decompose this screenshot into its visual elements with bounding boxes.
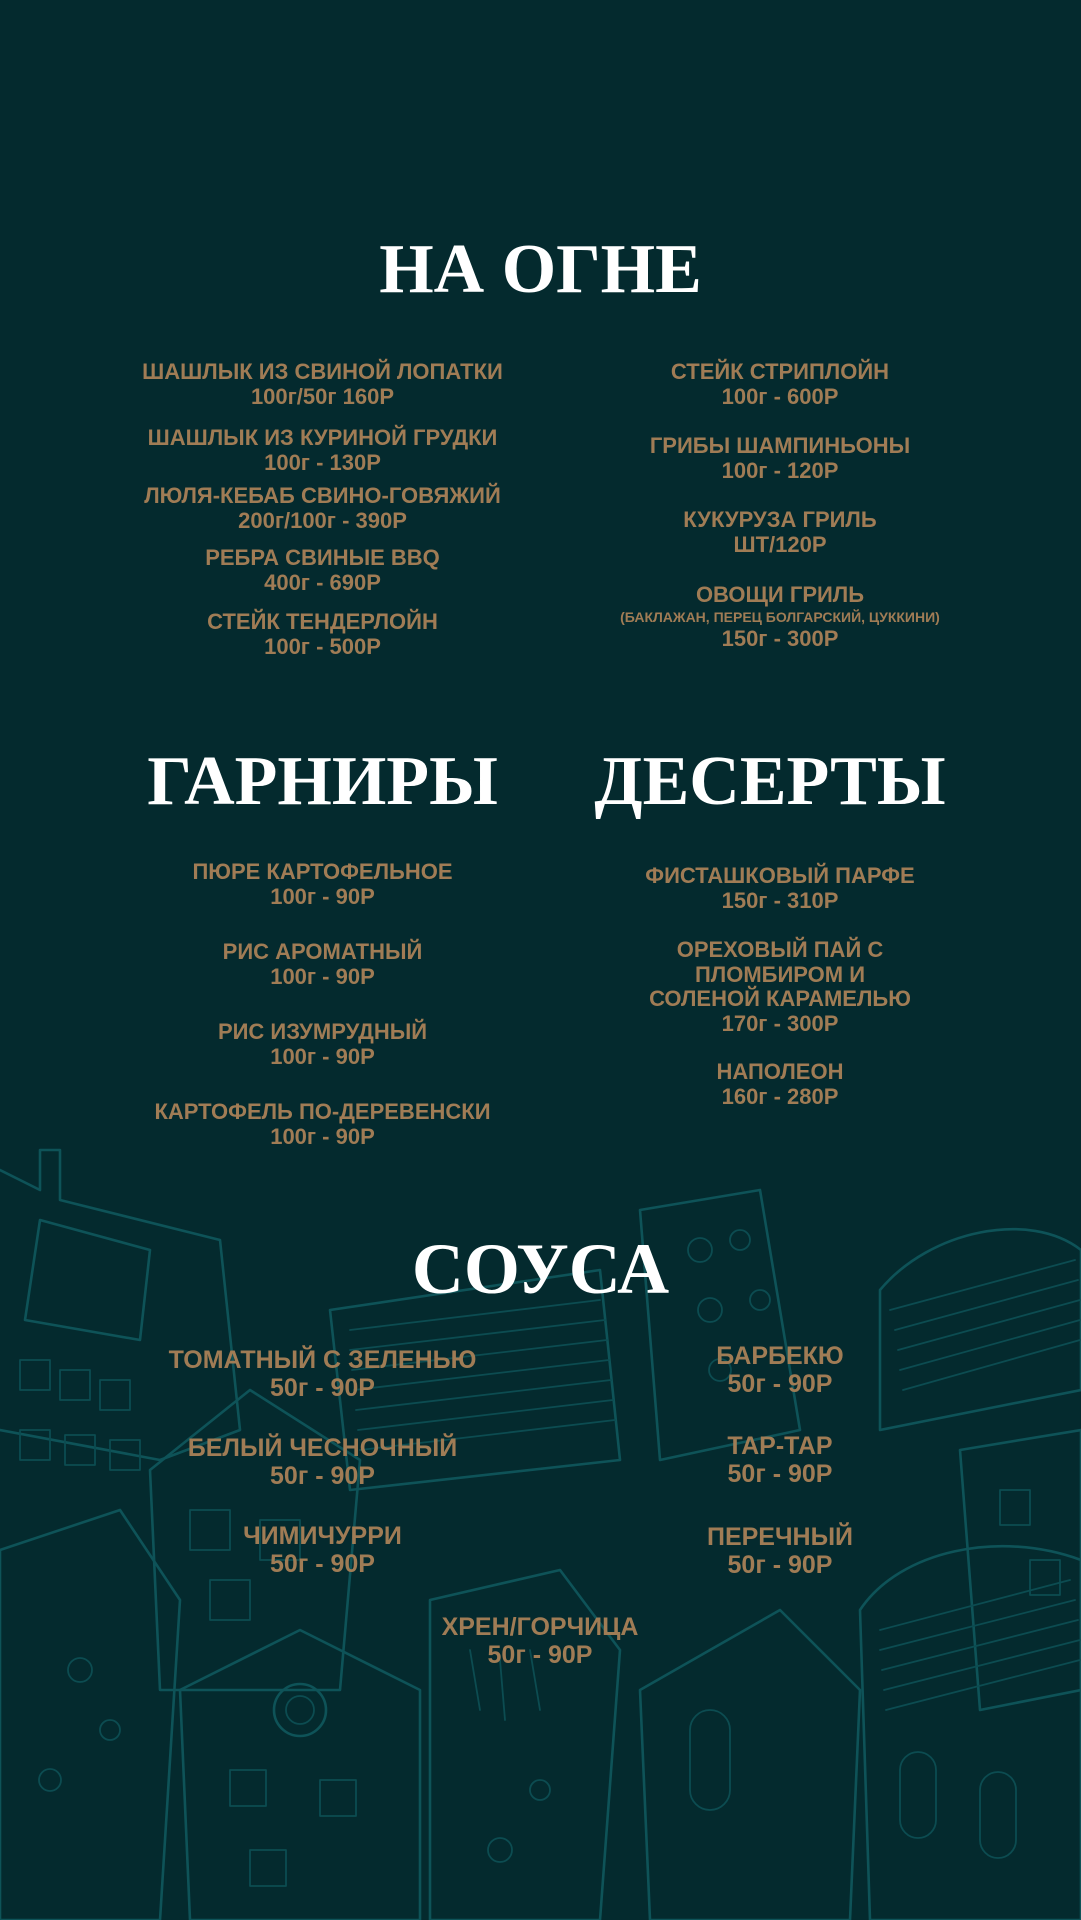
item-name: РЕБРА СВИНЫЕ BBQ: [205, 545, 440, 570]
menu-item: [580, 583, 980, 652]
na-ogne-right-column: [580, 360, 980, 670]
item-note: (БАКЛАЖАН, ПЕРЕЦ БОЛГАРСКИЙ, ЦУККИНИ): [620, 608, 940, 625]
item-name: ПЮРЕ КАРТОФЕЛЬНОЕ: [192, 859, 453, 884]
section-title-garniry: ГАРНИРЫ: [147, 743, 498, 820]
na-ogne-left-column: [90, 360, 555, 670]
item-price: 50г - 90Р: [270, 1462, 375, 1490]
menu-item: [90, 426, 555, 475]
menu-item: [90, 546, 555, 595]
item-name: СТЕЙК СТРИПЛОЙН: [670, 359, 890, 384]
item-name: КАРТОФЕЛЬ ПО-ДЕРЕВЕНСКИ: [154, 1099, 491, 1124]
item-price: 100г - 120Р: [721, 457, 839, 483]
menu-item: [90, 940, 555, 989]
section-title-deserty: ДЕСЕРТЫ: [594, 743, 946, 820]
item-name: СТЕЙК ТЕНДЕРЛОЙН: [207, 609, 438, 634]
menu-item: [90, 1020, 555, 1069]
item-price: 150г - 300Р: [721, 626, 839, 652]
item-price: 100г - 90Р: [270, 963, 375, 989]
item-price: 170г - 300Р: [721, 1010, 839, 1036]
menu-item: [90, 860, 555, 909]
menu-item: [580, 1432, 980, 1488]
item-price: 50г - 90Р: [270, 1374, 375, 1402]
item-name: НАПОЛЕОН: [716, 1059, 844, 1084]
item-price: 100г - 90Р: [270, 883, 375, 909]
item-name: ТАР-ТАР: [727, 1432, 833, 1460]
item-name: БЕЛЫЙ ЧЕСНОЧНЫЙ: [187, 1434, 458, 1462]
item-name-line: ОРЕХОВЫЙ ПАЙ С: [676, 937, 884, 962]
menu-item: [90, 610, 555, 659]
menu-item: [580, 1523, 980, 1579]
item-name: РИС АРОМАТНЫЙ: [222, 939, 423, 964]
item-price: 100г - 90Р: [270, 1123, 375, 1149]
item-price: 150г - 310Р: [721, 887, 839, 913]
menu-item: [340, 1613, 740, 1669]
item-name: ШАШЛЫК ИЗ СВИНОЙ ЛОПАТКИ: [142, 359, 503, 384]
item-price: 50г - 90Р: [727, 1370, 833, 1398]
item-price: 200г/100г - 390Р: [238, 507, 407, 533]
menu-item: [580, 1060, 980, 1109]
menu-item: [580, 1342, 980, 1398]
item-name: ПЕРЕЧНЫЙ: [706, 1523, 854, 1551]
garniry-column: [90, 860, 555, 1160]
deserty-column: [580, 864, 980, 1124]
item-name: КУКУРУЗА ГРИЛЬ: [683, 507, 877, 532]
item-price: 50г - 90Р: [487, 1641, 593, 1669]
item-price: 400г - 690Р: [264, 569, 381, 595]
sousa-right-column: [580, 1342, 980, 1582]
menu-item: [580, 864, 980, 913]
sousa-left-column: [90, 1346, 555, 1586]
item-price: 100г - 90Р: [270, 1043, 375, 1069]
item-name: ЧИМИЧУРРИ: [243, 1522, 402, 1550]
item-name: ГРИБЫ ШАМПИНЬОНЫ: [649, 433, 911, 458]
item-name-line: СОЛЕНОЙ КАРАМЕЛЬЮ: [649, 986, 911, 1012]
item-price: 160г - 280Р: [721, 1083, 839, 1109]
item-price: 100г - 600Р: [721, 383, 839, 409]
item-name: ЛЮЛЯ-КЕБАБ СВИНО-ГОВЯЖИЙ: [144, 483, 501, 508]
section-title-na-ogne: НА ОГНЕ: [379, 231, 702, 308]
item-price: 100г - 130Р: [264, 449, 381, 475]
item-name: РИС ИЗУМРУДНЫЙ: [217, 1019, 428, 1044]
item-name: ОВОЩИ ГРИЛЬ: [695, 582, 865, 607]
menu-item: [580, 508, 980, 557]
section-title-sousa: СОУСА: [411, 1229, 670, 1309]
item-price: 50г - 90Р: [270, 1550, 375, 1578]
item-name-line: ПЛОМБИРОМ И: [694, 961, 866, 987]
item-name: ФИСТАШКОВЫЙ ПАРФЕ: [645, 863, 915, 888]
item-name: ШАШЛЫК ИЗ КУРИНОЙ ГРУДКИ: [147, 425, 498, 450]
item-name: ТОМАТНЫЙ С ЗЕЛЕНЬЮ: [168, 1346, 477, 1374]
item-price: 100г - 500Р: [264, 633, 381, 659]
item-price: 50г - 90Р: [727, 1460, 833, 1488]
menu-item: [90, 1100, 555, 1149]
menu-item: [90, 360, 555, 409]
item-name: ХРЕН/ГОРЧИЦА: [441, 1613, 639, 1641]
item-price: 50г - 90Р: [727, 1551, 833, 1579]
menu-item: [90, 1346, 555, 1402]
menu-item: [580, 434, 980, 483]
sousa-center-column: [340, 1613, 740, 1683]
menu-item: [580, 360, 980, 409]
menu-item: [580, 938, 980, 1037]
item-price: 100г/50г 160Р: [250, 383, 395, 409]
menu-item: [90, 484, 555, 533]
item-name: БАРБЕКЮ: [716, 1342, 844, 1370]
menu-item: [90, 1434, 555, 1490]
menu-item: [90, 1522, 555, 1578]
item-price: ШТ/120Р: [733, 531, 827, 557]
